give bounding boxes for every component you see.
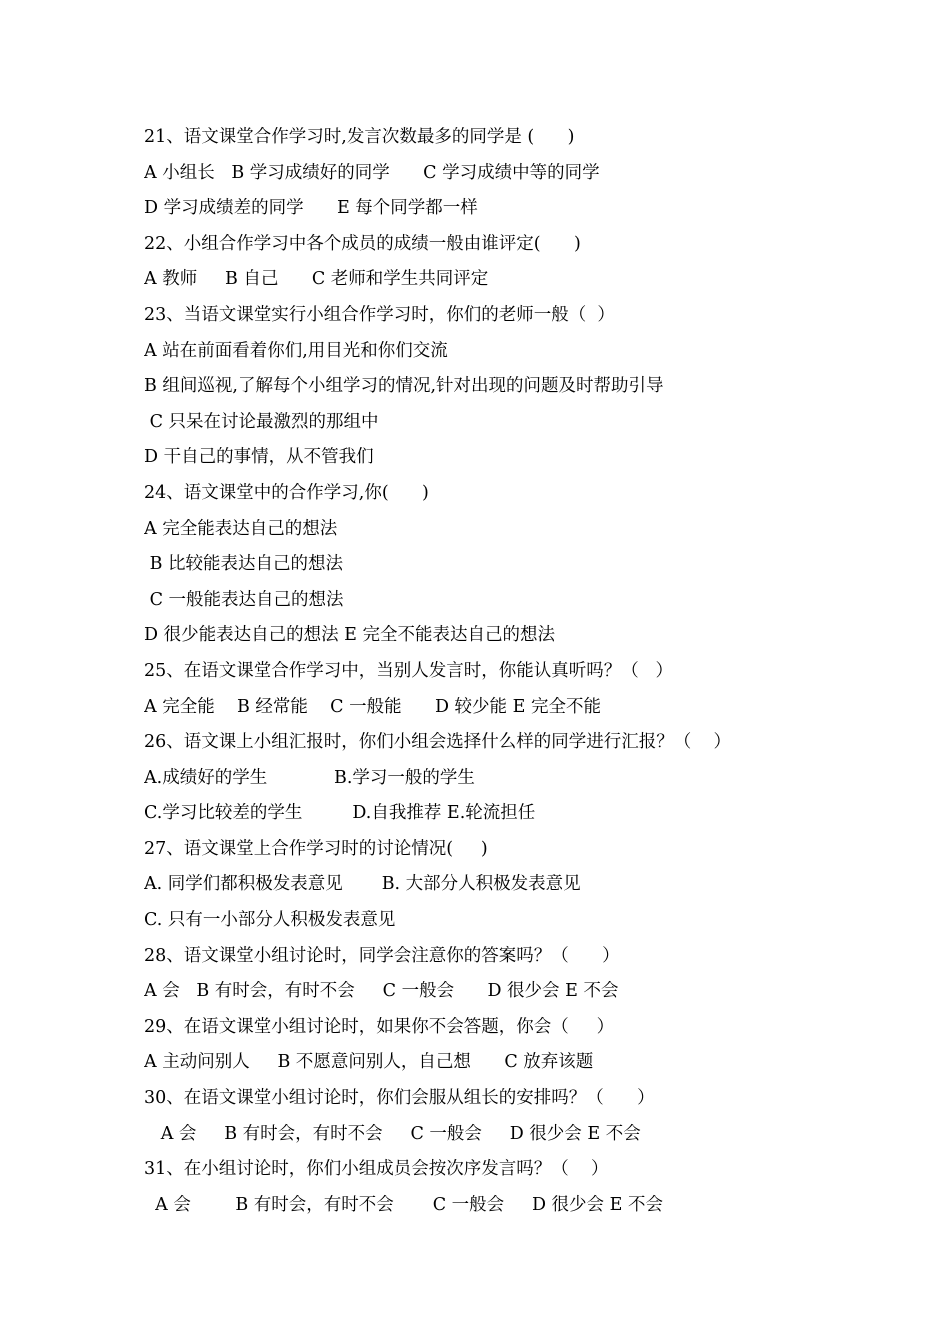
question-21-options-1: A 小组长 B 学习成绩好的同学 C 学习成绩中等的同学 — [144, 162, 600, 183]
question-23-option-a: A 站在前面看着你们,用目光和你们交流 — [144, 340, 448, 361]
question-22: 22、小组合作学习中各个成员的成绩一般由谁评定( ) — [144, 233, 581, 254]
question-30-options: A 会 B 有时会，有时不会 C 一般会 D 很少会 E 不会 — [144, 1123, 641, 1144]
question-24-option-c: C 一般能表达自己的想法 — [144, 589, 344, 610]
question-31-options: A 会 B 有时会，有时不会 C 一般会 D 很少会 E 不会 — [144, 1194, 663, 1215]
question-26-options-1: A.成绩好的学生 B.学习一般的学生 — [144, 767, 475, 788]
question-26: 26、语文课上小组汇报时，你们小组会选择什么样的同学进行汇报？（ ） — [144, 732, 732, 753]
question-27: 27、语文课堂上合作学习时的讨论情况( ) — [144, 838, 488, 859]
question-22-options: A 教师 B 自己 C 老师和学生共同评定 — [144, 269, 489, 290]
question-21: 21、语文课堂合作学习时,发言次数最多的同学是 ( ) — [144, 127, 575, 147]
question-29: 29、在语文课堂小组讨论时，如果你不会答题，你会（ ） — [144, 1016, 615, 1037]
question-23-option-b: B 组间巡视,了解每个小组学习的情况,针对出现的问题及时帮助引导 — [144, 376, 664, 397]
question-26-options-2: C.学习比较差的学生 D.自我推荐 E.轮流担任 — [144, 803, 536, 824]
question-23-option-d: D 干自己的事情，从不管我们 — [144, 447, 374, 468]
question-24-option-de: D 很少能表达自己的想法 E 完全不能表达自己的想法 — [144, 625, 555, 646]
question-27-options-1: A. 同学们都积极发表意见 B. 大部分人积极发表意见 — [144, 874, 581, 895]
question-29-options: A 主动问别人 B 不愿意问别人，自己想 C 放弃该题 — [144, 1052, 594, 1073]
question-24-option-a: A 完全能表达自己的想法 — [144, 518, 338, 539]
question-24: 24、语文课堂中的合作学习,你( ) — [144, 482, 429, 503]
question-21-options-2: D 学习成绩差的同学 E 每个同学都一样 — [144, 198, 478, 219]
question-28-options: A 会 B 有时会，有时不会 C 一般会 D 很少会 E 不会 — [144, 981, 619, 1002]
question-28: 28、语文课堂小组讨论时，同学会注意你的答案吗？（ ） — [144, 945, 620, 966]
question-23: 23、当语文课堂实行小组合作学习时，你们的老师一般（ ） — [144, 304, 615, 325]
question-30: 30、在语文课堂小组讨论时，你们会服从组长的安排吗？（ ） — [144, 1088, 655, 1109]
question-27-options-2: C. 只有一小部分人积极发表意见 — [144, 910, 396, 931]
question-25-options: A 完全能 B 经常能 C 一般能 D 较少能 E 完全不能 — [144, 696, 601, 717]
question-24-option-b: B 比较能表达自己的想法 — [144, 554, 343, 575]
question-31: 31、在小组讨论时，你们小组成员会按次序发言吗？（ ） — [144, 1159, 609, 1180]
questionnaire-body — [144, 120, 844, 1223]
question-25: 25、在语文课堂合作学习中，当别人发言时，你能认真听吗？（ ） — [144, 660, 673, 681]
question-23-option-c: C 只呆在讨论最激烈的那组中 — [144, 411, 379, 432]
